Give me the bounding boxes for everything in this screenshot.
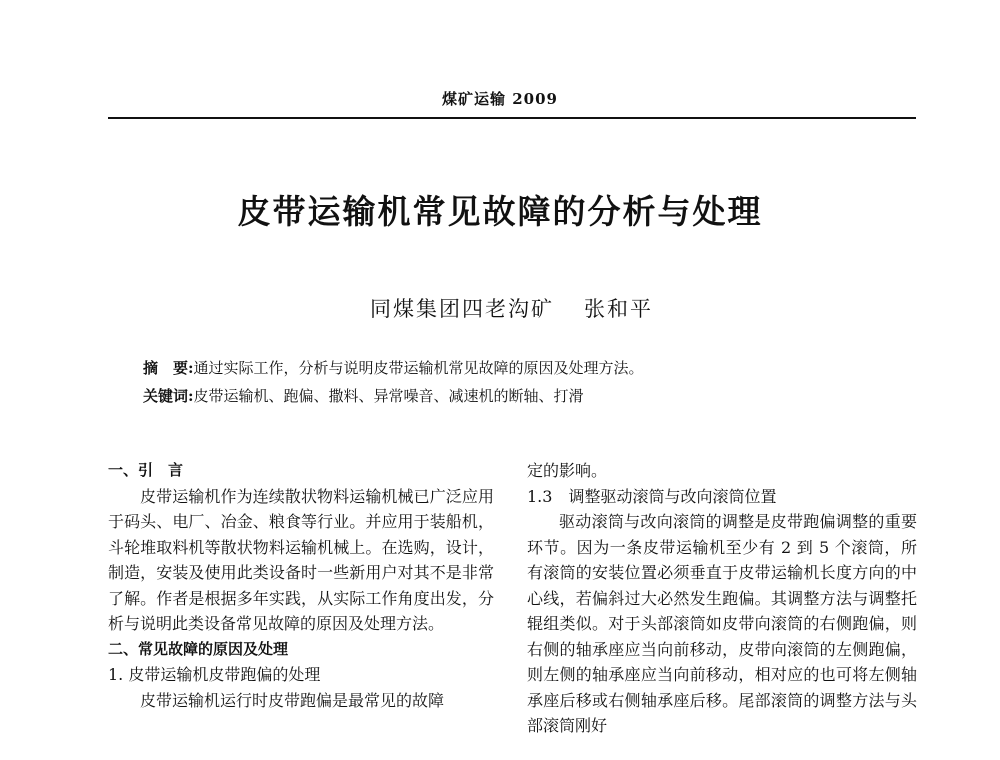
roller-adjustment-paragraph: 驱动滚筒与改向滚筒的调整是皮带跑偏调整的重要环节。因为一条皮带运输机至少有 2 到 5 个滚筒，所有滚筒的安装位置必须垂直于皮带运输机长度方向的中心线，若偏斜过大必然发生跑偏。其调整方法与调整托辊组类似。对于头部滚筒如皮带向滚筒的右侧跑偏，则右侧的轴承座应当向前移动，皮带向滚筒的左侧跑偏，则左侧的轴承座应当向前移动，相对应的也可将左侧轴承座后移或右侧轴承座后移。尾部滚筒的调整方法与头部滚筒刚好 xyxy=(527,512,917,735)
section-heading-faults: 二、常见故障的原因及处理 xyxy=(108,639,289,658)
header-rule xyxy=(108,117,916,119)
introduction-paragraph: 皮带运输机作为连续散状物料运输机械已广泛应用于码头、电厂、冶金、粮食等行业。并应用于装船机，斗轮堆取料机等散状物料运输机械上。在选购，设计，制造，安装及使用此类设备时一些新用户对其不是非常了解。作者是根据多年实践，从实际工作角度出发，分析与说明此类设备常见故障的原因及处理方法。 xyxy=(108,486,494,633)
article-title: 皮带运输机常见故障的分析与处理 xyxy=(237,192,763,231)
running-head: 煤矿运输 2009 xyxy=(442,90,558,108)
belt-deviation-paragraph: 皮带运输机运行时皮带跑偏是最常见的故障 xyxy=(140,690,445,710)
abstract-text: 通过实际工作，分析与说明皮带运输机常见故障的原因及处理方法。 xyxy=(193,359,644,377)
abstract-label: 摘 要: xyxy=(143,359,194,377)
section-heading-introduction: 一、引 言 xyxy=(108,461,184,479)
subsection-heading-1-3: 1.3 调整驱动滚筒与改向滚筒位置 xyxy=(527,486,777,506)
left-column xyxy=(108,458,494,713)
subsection-heading-belt-deviation: 1. 皮带运输机皮带跑偏的处理 xyxy=(108,665,321,684)
right-column xyxy=(527,458,917,739)
keywords xyxy=(143,386,584,406)
keywords-text: 皮带运输机、跑偏、撒料、异常噪音、减速机的断轴、打滑 xyxy=(193,387,584,405)
author-name: 张和平 xyxy=(584,297,653,321)
affiliation: 同煤集团四老沟矿 xyxy=(370,297,554,321)
abstract xyxy=(143,358,644,378)
continuation-text: 定的影响。 xyxy=(527,461,608,480)
byline xyxy=(370,293,653,323)
keywords-label: 关键词: xyxy=(143,387,194,405)
